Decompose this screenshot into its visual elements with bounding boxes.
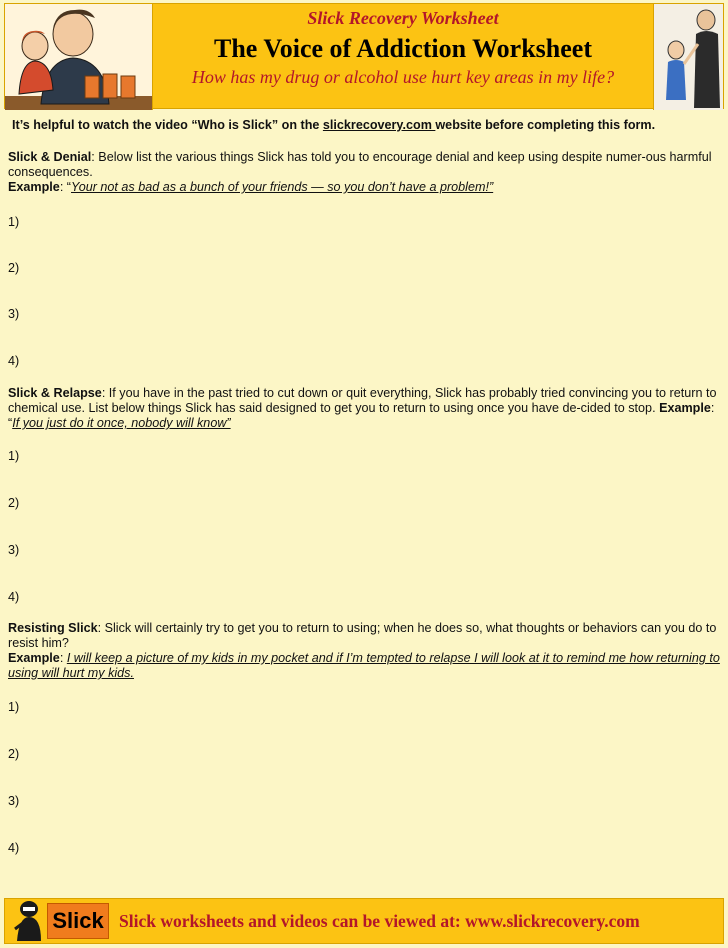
- intro-instructions: [12, 118, 718, 132]
- page-title: The Voice of Addiction Worksheet: [213, 34, 592, 63]
- footer-banner: [4, 898, 724, 944]
- section-denial: [8, 150, 720, 195]
- relapse-answer-1[interactable]: 1): [8, 449, 20, 463]
- intro-text-end: website before completing this form.: [435, 118, 656, 132]
- example-label: Example: [8, 651, 60, 665]
- worksheet-subtitle: Slick Recovery Worksheet: [307, 8, 499, 28]
- relapse-answer-3[interactable]: 3): [8, 543, 20, 557]
- section-heading: Slick & Denial: [8, 150, 92, 164]
- example-text: I will keep a picture of my kids in my pocket and if I’m tempted to relapse I will look at it to remind me how returning to using will hurt my kids.: [8, 651, 720, 680]
- resisting-answer-2[interactable]: 2): [8, 747, 20, 761]
- section-heading: Resisting Slick: [8, 621, 98, 635]
- example-text: Your not as bad as a bunch of your friends — so you don’t have a problem!”: [71, 180, 494, 194]
- relapse-answer-4[interactable]: 4): [8, 590, 20, 604]
- example-prefix: : “: [59, 180, 72, 194]
- example-label: Example: [659, 401, 711, 415]
- section-description: : Slick will certainly try to get you to return to using; when he does so, what thoughts or behaviors can you do to resist him?: [8, 621, 717, 650]
- child-and-figure-illustration-icon: [654, 4, 723, 110]
- resisting-answer-3[interactable]: 3): [8, 794, 20, 808]
- denial-answer-2[interactable]: 2): [8, 261, 20, 275]
- section-relapse: [8, 386, 720, 431]
- example-label: Example: [8, 180, 60, 194]
- slick-logo: [5, 899, 111, 943]
- example-text: If you just do it once, nobody will know”: [12, 416, 231, 430]
- header-illustration-right: [653, 4, 723, 110]
- section-description: : Below list the various things Slick has told you to encourage denial and keep using despite numer-ous harmful consequences.: [8, 150, 712, 179]
- section-heading: Slick & Relapse: [8, 386, 102, 400]
- denial-answer-3[interactable]: 3): [8, 307, 20, 321]
- slickrecovery-link[interactable]: slickrecovery.com: [322, 118, 436, 132]
- header-banner: [4, 3, 724, 109]
- header-question: How has my drug or alcohol use hurt key areas in my life?: [191, 67, 615, 87]
- example-prefix: :: [59, 651, 67, 665]
- intro-text: It’s helpful to watch the video “Who is Slick” on the: [12, 118, 323, 132]
- family-illustration-icon: [5, 4, 153, 110]
- denial-answer-1[interactable]: 1): [8, 215, 20, 229]
- slick-logo-text: Slick: [47, 903, 109, 939]
- relapse-answer-2[interactable]: 2): [8, 496, 20, 510]
- resisting-answer-1[interactable]: 1): [8, 700, 20, 714]
- resisting-answer-4[interactable]: 4): [8, 841, 20, 855]
- section-description: : If you have in the past tried to cut down or quit everything, Slick has probably tried convincing you to return to chemical use. List below things Slick has said designed to get you to return to using once you have de-cided to stop.: [8, 386, 717, 415]
- header-illustration-left: [5, 4, 153, 110]
- section-resisting: [8, 621, 720, 681]
- denial-answer-4[interactable]: 4): [8, 354, 20, 368]
- footer-text: Slick worksheets and videos can be viewed at: www.slickrecovery.com: [119, 911, 640, 931]
- slick-character-icon: [7, 899, 49, 943]
- example-prefix: : “: [8, 401, 715, 430]
